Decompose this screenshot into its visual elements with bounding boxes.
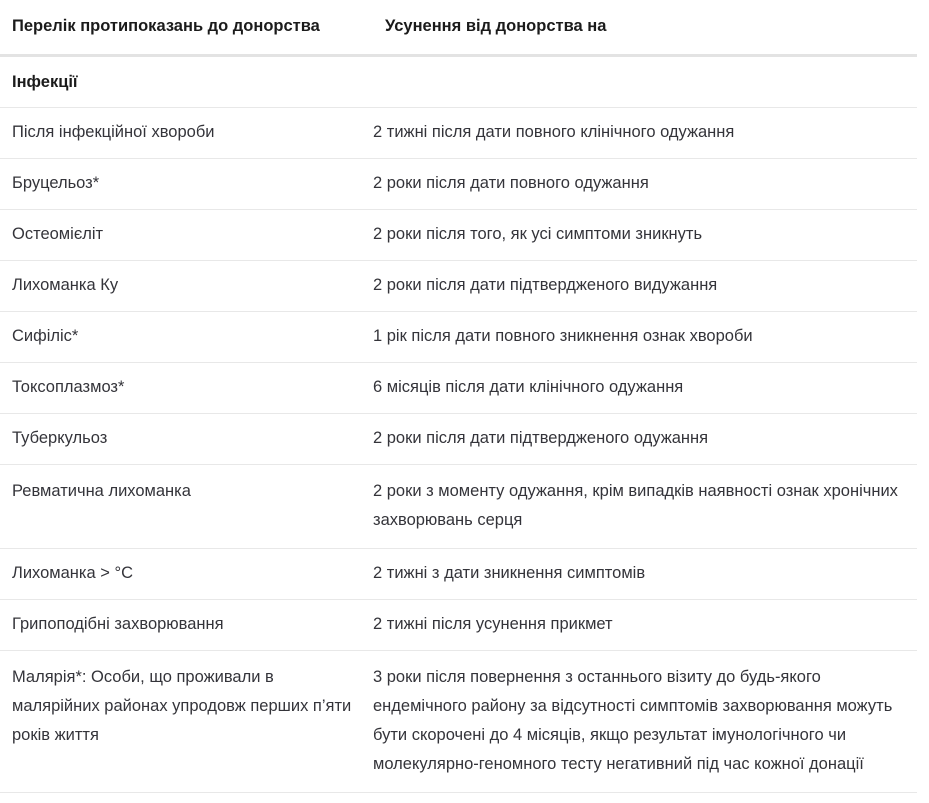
table-header-row: [0, 0, 917, 56]
table-row: [0, 549, 917, 600]
group-label-infections: Інфекції: [12, 73, 78, 91]
table-row: [0, 159, 917, 210]
cell-deferral: 2 роки з моменту одужання, крім випадків наявності ознак хронічних захворювань серця: [373, 482, 898, 529]
cell-condition: Лихоманка Ку: [12, 276, 119, 294]
cell-deferral: 2 роки після дати підтвердженого видужання: [373, 276, 718, 294]
cell-deferral: 2 тижні після усунення прикмет: [373, 615, 613, 633]
column-header-deferral: Усунення від донорства на: [385, 17, 607, 35]
table-row: [0, 312, 917, 363]
cell-condition: Ревматична лихоманка: [12, 482, 191, 500]
table-row: [0, 465, 917, 549]
table-row: [0, 651, 917, 793]
cell-condition: Токсоплазмоз*: [12, 378, 125, 396]
column-header-condition: Перелік протипоказань до донорства: [12, 17, 320, 35]
table-row: [0, 414, 917, 465]
cell-deferral: 6 місяців після дати клінічного одужання: [373, 378, 684, 396]
table-header: [0, 0, 917, 56]
cell-condition: Туберкульоз: [12, 429, 108, 447]
cell-condition: Бруцельоз*: [12, 174, 100, 192]
cell-condition: Лихоманка > °C: [12, 564, 133, 582]
cell-deferral: 2 тижні з дати зникнення симптомів: [373, 564, 646, 582]
cell-deferral: 2 роки після того, як усі симптоми зникнуть: [373, 225, 703, 243]
table-row: [0, 261, 917, 312]
cell-condition: Малярія*: Особи, що проживали в малярійних районах упродовж перших п’яти років життя: [12, 668, 352, 744]
cell-deferral: 2 роки після дати повного одужання: [373, 174, 649, 192]
cell-deferral: 2 роки після дати підтвердженого одужання: [373, 429, 709, 447]
cell-condition: Сифіліс*: [12, 327, 79, 345]
table-body: [0, 56, 917, 793]
table-group-row-infections: [0, 56, 917, 108]
cell-deferral: 3 роки після повернення з останнього візиту до будь-якого ендемічного району за відсутності симптомів захворювання можуть бути скорочені до 4 місяців, якщо результат імунологічного чи молекулярно-геномного тесту негативний під час кожної донації: [373, 668, 893, 773]
table-row: [0, 210, 917, 261]
cell-condition: Остеомієліт: [12, 225, 104, 243]
table-row: [0, 363, 917, 414]
table-row: [0, 600, 917, 651]
cell-condition: Грипоподібні захворювання: [12, 615, 224, 633]
cell-deferral: 2 тижні після дати повного клінічного одужання: [373, 123, 735, 141]
table-row: [0, 108, 917, 159]
cell-condition: Після інфекційної хвороби: [12, 123, 215, 141]
cell-deferral: 1 рік після дати повного зникнення ознак хвороби: [373, 327, 753, 345]
